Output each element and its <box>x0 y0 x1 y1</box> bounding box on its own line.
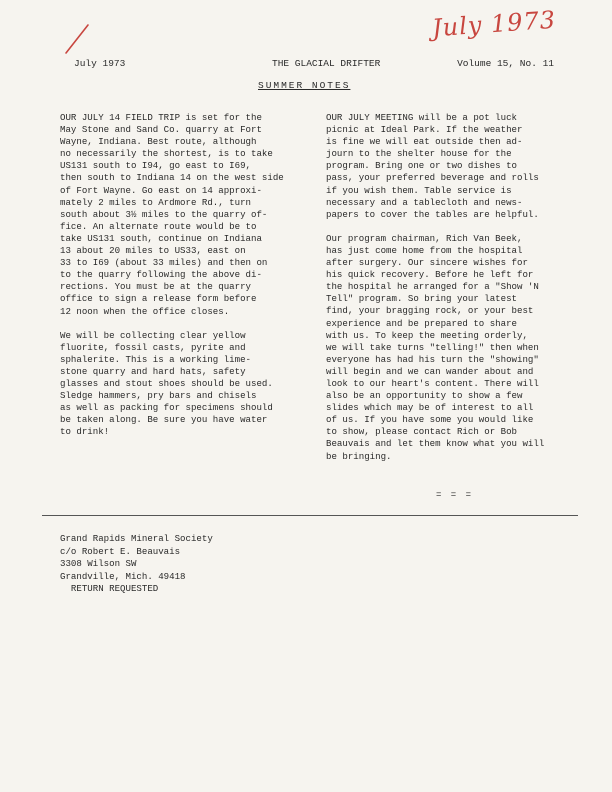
masthead <box>74 58 554 72</box>
return-requested: RETURN REQUESTED <box>60 583 159 595</box>
address-line: Grandville, Mich. 49418 <box>60 570 186 582</box>
program-paragraph: Our program chairman, Rich Van Beek, has just come home from the hospital after surgery. Our sincere wishes for his quick recovery. Before he left for the hospital he arranged for a "Show 'N Tell" program. So bring your latest find, your bragging rock, or your best experience and be prepared to share with us. To keep the meeting orderly, we will take turns "telling!" then when everyone has had his turn the "showing" will begin and we can wander about and look to our heart's content. There will also be an opportunity to show a few slides which may be of interest to all of us. If you have some you would like to show, please contact Rich or Bob Beauvais and let them know what you will be bringing. <box>326 232 545 462</box>
address-line: 3308 Wilson SW <box>60 558 137 570</box>
newsletter-title: THE GLACIAL DRIFTER <box>272 58 381 69</box>
issue-date: July 1973 <box>74 58 126 69</box>
meeting-paragraph: OUR JULY MEETING will be a pot luck picnic at Ideal Park. If the weather is fine we will eat outside then ad- journ to the shelter house for the program. Bring one or two dishes to pass, your preferred beverage and rolls if you wish them. Table service is necessary and a tablecloth and news- papers to cover the tables are helpful. <box>326 112 539 220</box>
left-column <box>60 112 306 450</box>
address-line: Grand Rapids Mineral Society <box>60 533 213 544</box>
section-end-mark: = = = <box>436 490 474 500</box>
handwritten-check-mark <box>62 22 92 56</box>
divider-line <box>42 515 578 516</box>
volume-number: Volume 15, No. 11 <box>457 58 554 69</box>
section-title: SUMMER NOTES <box>258 80 351 91</box>
mailing-address <box>60 533 213 596</box>
handwritten-date: July 1973 <box>431 5 557 43</box>
field-trip-paragraph: OUR JULY 14 FIELD TRIP is set for the May Stone and Sand Co. quarry at Fort Wayne, Indiana. Best route, although no necessarily the shortest, is to take US131 south to I94, go east to I69, then south to Indiana 14 on the west side of Fort Wayne. Go east on 14 approxi- mately 2 miles to Ardmore Rd., turn south about 3½ miles to the quarry of- fice. An alternate route would be to take US131 south, continue on Indiana 13 about 20 miles to US33, east on 33 to I69 (about 33 miles) and then on to the quarry following the above di- rections. You must be at the quarry office to sign a release form before 12 noon when the office closes. <box>60 112 284 317</box>
collecting-paragraph: We will be collecting clear yellow fluorite, fossil casts, pyrite and sphalerite. This is a working lime- stone quarry and hard hats, safety glasses and stout shoes should be used. Sledge hammers, pry bars and chisels as well as packing for specimens should be taken along. Be sure you have water to drink! <box>60 329 273 438</box>
address-line: c/o Robert E. Beauvais <box>60 545 181 557</box>
right-column <box>326 112 572 475</box>
